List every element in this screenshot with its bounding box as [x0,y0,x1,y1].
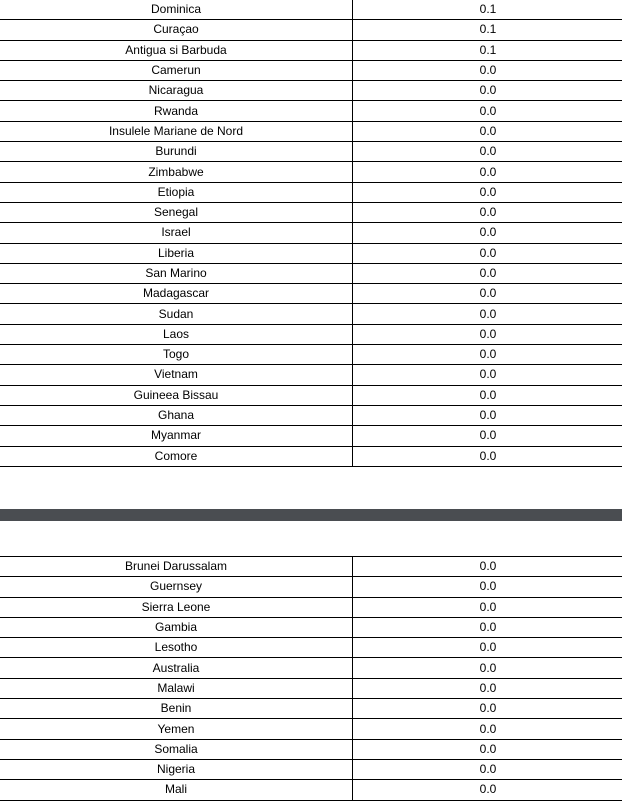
table-row [0,780,622,800]
table-row [0,202,622,222]
country-name-cell: Rwanda [0,101,353,121]
value-cell: 0.0 [353,577,622,597]
table-row [0,557,622,577]
country-name-cell: Guernsey [0,577,353,597]
country-name-cell: Insulele Mariane de Nord [0,121,353,141]
value-cell: 0.0 [353,121,622,141]
table-row [0,446,622,466]
country-name-cell: Senegal [0,202,353,222]
value-cell: 0.0 [353,202,622,222]
country-name-cell: Guineea Bissau [0,385,353,405]
country-name-cell: Israel [0,223,353,243]
country-name-cell: Curaçao [0,20,353,40]
value-cell: 0.1 [353,20,622,40]
table-row [0,81,622,101]
country-name-cell: Burundi [0,142,353,162]
value-cell: 0.0 [353,739,622,759]
value-cell: 0.1 [353,40,622,60]
table-row [0,385,622,405]
country-name-cell: Australia [0,658,353,678]
country-name-cell: Comore [0,446,353,466]
value-cell: 0.0 [353,446,622,466]
country-name-cell: Sudan [0,304,353,324]
country-name-cell: Nicaragua [0,81,353,101]
table-row [0,345,622,365]
country-name-cell: Etiopia [0,182,353,202]
table-row [0,365,622,385]
value-cell: 0.0 [353,243,622,263]
table-row [0,658,622,678]
value-cell: 0.0 [353,678,622,698]
value-cell: 0.0 [353,81,622,101]
country-name-cell: Mali [0,780,353,800]
table-row [0,597,622,617]
table-row [0,719,622,739]
value-cell: 0.0 [353,365,622,385]
table-row [0,182,622,202]
country-name-cell: Camerun [0,60,353,80]
value-cell: 0.0 [353,101,622,121]
country-name-cell: Gambia [0,617,353,637]
value-cell: 0.0 [353,162,622,182]
country-name-cell: Laos [0,324,353,344]
table-row [0,60,622,80]
country-name-cell: Brunei Darussalam [0,557,353,577]
country-name-cell: San Marino [0,263,353,283]
value-cell: 0.0 [353,759,622,779]
value-cell: 0.0 [353,557,622,577]
value-cell: 0.0 [353,780,622,800]
table-row [0,223,622,243]
value-cell: 0.0 [353,182,622,202]
table-row [0,678,622,698]
value-cell: 0.0 [353,284,622,304]
country-name-cell: Nigeria [0,759,353,779]
country-name-cell: Benin [0,699,353,719]
country-name-cell: Sierra Leone [0,597,353,617]
table-row [0,284,622,304]
table-row [0,324,622,344]
value-cell: 0.0 [353,405,622,425]
value-cell: 0.0 [353,658,622,678]
value-cell: 0.0 [353,60,622,80]
country-name-cell: Yemen [0,719,353,739]
value-cell: 0.0 [353,426,622,446]
value-cell: 0.0 [353,699,622,719]
table-bottom-section [0,556,622,801]
page-break-separator [0,509,622,521]
value-cell: 0.0 [353,324,622,344]
table-row [0,162,622,182]
country-name-cell: Ghana [0,405,353,425]
table-row [0,263,622,283]
table-row [0,243,622,263]
table-row [0,699,622,719]
country-name-cell: Somalia [0,739,353,759]
table-row [0,0,622,20]
table-row [0,739,622,759]
table-row [0,304,622,324]
table-row [0,121,622,141]
table-row [0,101,622,121]
country-name-cell: Myanmar [0,426,353,446]
country-name-cell: Liberia [0,243,353,263]
value-cell: 0.0 [353,263,622,283]
value-cell: 0.0 [353,223,622,243]
country-values-table-bottom [0,556,622,801]
country-name-cell: Vietnam [0,365,353,385]
country-name-cell: Togo [0,345,353,365]
country-name-cell: Dominica [0,0,353,20]
value-cell: 0.0 [353,345,622,365]
value-cell: 0.0 [353,385,622,405]
country-name-cell: Zimbabwe [0,162,353,182]
table-row [0,142,622,162]
table-bottom-body [0,557,622,801]
table-row [0,638,622,658]
value-cell: 0.0 [353,719,622,739]
value-cell: 0.0 [353,617,622,637]
value-cell: 0.0 [353,142,622,162]
table-row [0,759,622,779]
country-name-cell: Malawi [0,678,353,698]
table-row [0,405,622,425]
table-row [0,426,622,446]
value-cell: 0.1 [353,0,622,20]
value-cell: 0.0 [353,597,622,617]
table-row [0,617,622,637]
table-row [0,577,622,597]
country-name-cell: Madagascar [0,284,353,304]
value-cell: 0.0 [353,638,622,658]
country-name-cell: Antigua si Barbuda [0,40,353,60]
value-cell: 0.0 [353,304,622,324]
country-name-cell: Lesotho [0,638,353,658]
table-row [0,40,622,60]
table-row [0,20,622,40]
